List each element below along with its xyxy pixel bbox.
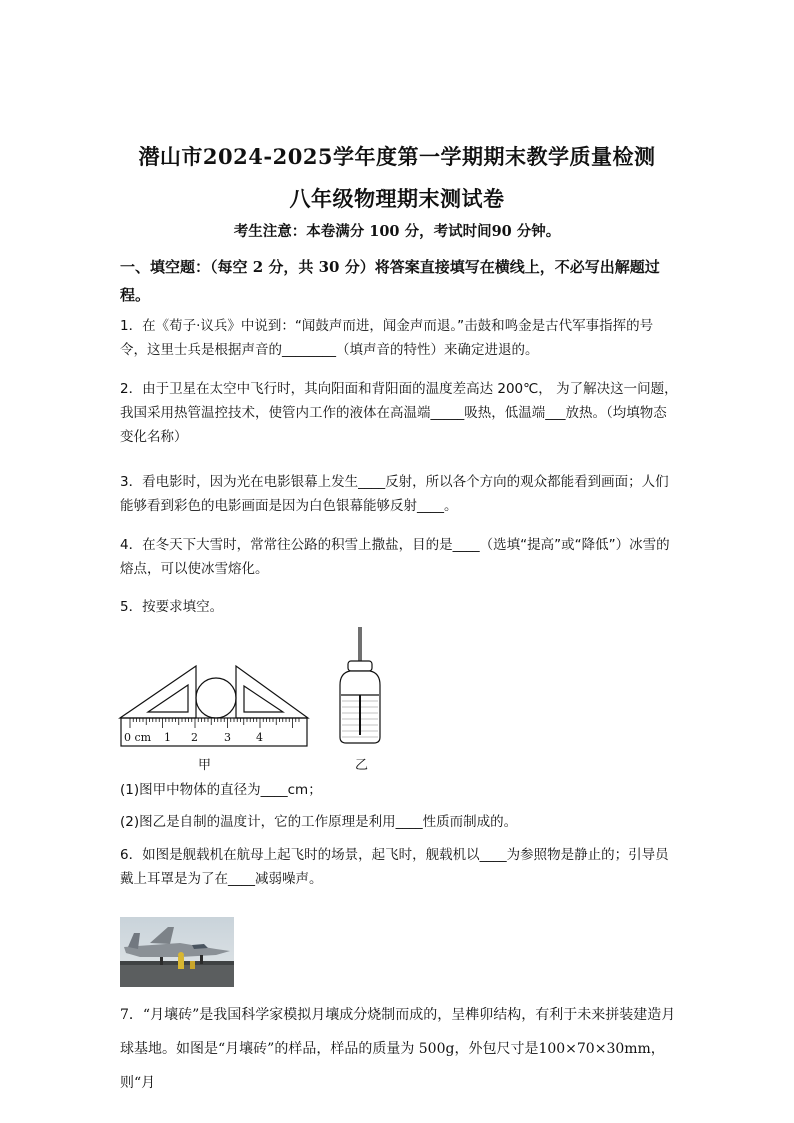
exam-subtitle: 八年级物理期末测试卷 bbox=[289, 186, 505, 211]
right-set-square bbox=[236, 666, 308, 718]
ruler-label-4: 4 bbox=[256, 731, 263, 744]
right-set-square-inner bbox=[244, 686, 283, 712]
carrier-jet-photo bbox=[120, 917, 234, 987]
question-7: 7．“月壤砖”是我国科学家模拟月壤成分烧制而成的，呈榫卯结构，有利于未来拼装建造月球基地。如图是“月壤砖”的样品，样品的质量为 500g，外包尺寸是100×70×30mm，则“月 bbox=[120, 1007, 676, 1091]
question-5: 5．按要求填空。 bbox=[120, 599, 224, 615]
left-set-square-inner bbox=[148, 685, 188, 712]
figure-jia-ruler-diagram bbox=[118, 630, 314, 750]
ruler-label-3: 3 bbox=[224, 731, 231, 744]
question-1: 1．在《荀子·议兵》中说到：“闻鼓声而进，闻金声而退。”击鼓和鸣金是古代军事指挥的号令，这里士兵是根据声音的________（填声音的特性）来确定进退的。 bbox=[120, 318, 654, 358]
question-6: 6．如图是舰载机在航母上起飞时的场景，起飞时，舰载机以____为参照物是静止的；引导员戴上耳罩是为了在____减弱噪声。 bbox=[120, 847, 669, 887]
carrier-deck bbox=[120, 963, 234, 987]
exam-title: 潜山市2024-2025学年度第一学期期末教学质量检测 bbox=[138, 144, 656, 169]
question-5-part-1: (1)图甲中物体的直径为____cm； bbox=[120, 782, 322, 798]
round-object bbox=[196, 678, 236, 718]
figure-jia-caption: 甲 bbox=[198, 758, 212, 773]
exam-notice: 考生注意：本卷满分 100 分，考试时间90 分钟。 bbox=[233, 223, 561, 240]
deck-crew bbox=[178, 957, 184, 969]
question-2: 2．由于卫星在太空中飞行时，其向阳面和背阳面的温度差高达 200℃， 为了解决这一问题，我国采用热管温控技术，使管内工作的液体在高温端_____吸热，低温端___放热。（均填物态变化名称） bbox=[120, 381, 678, 445]
section-heading-fill-blank: 一、填空题：（每空 2 分，共 30 分）将答案直接填写在横线上，不必写出解题过程。 bbox=[120, 258, 660, 304]
bottle-cap bbox=[348, 661, 372, 671]
question-3: 3．看电影时，因为光在电影银幕上发生____反射，所以各个方向的观众都能看到画面；人们能够看到彩色的电影画面是因为白色银幕能够反射____。 bbox=[120, 474, 669, 514]
question-5-part-2: (2)图乙是自制的温度计，它的工作原理是利用____性质而制成的。 bbox=[120, 814, 518, 830]
figure-yi-thermometer bbox=[330, 625, 390, 750]
ruler-label-0: 0 cm bbox=[124, 731, 152, 744]
ruler-label-1: 1 bbox=[164, 731, 171, 744]
ruler-label-2: 2 bbox=[191, 731, 198, 744]
question-4: 4．在冬天下大雪时，常常往公路的积雪上撒盐，目的是____（选填“提高”或“降低”）冰雪的熔点，可以使冰雪熔化。 bbox=[120, 537, 670, 577]
left-set-square bbox=[120, 666, 196, 718]
figure-yi-caption: 乙 bbox=[355, 758, 369, 773]
